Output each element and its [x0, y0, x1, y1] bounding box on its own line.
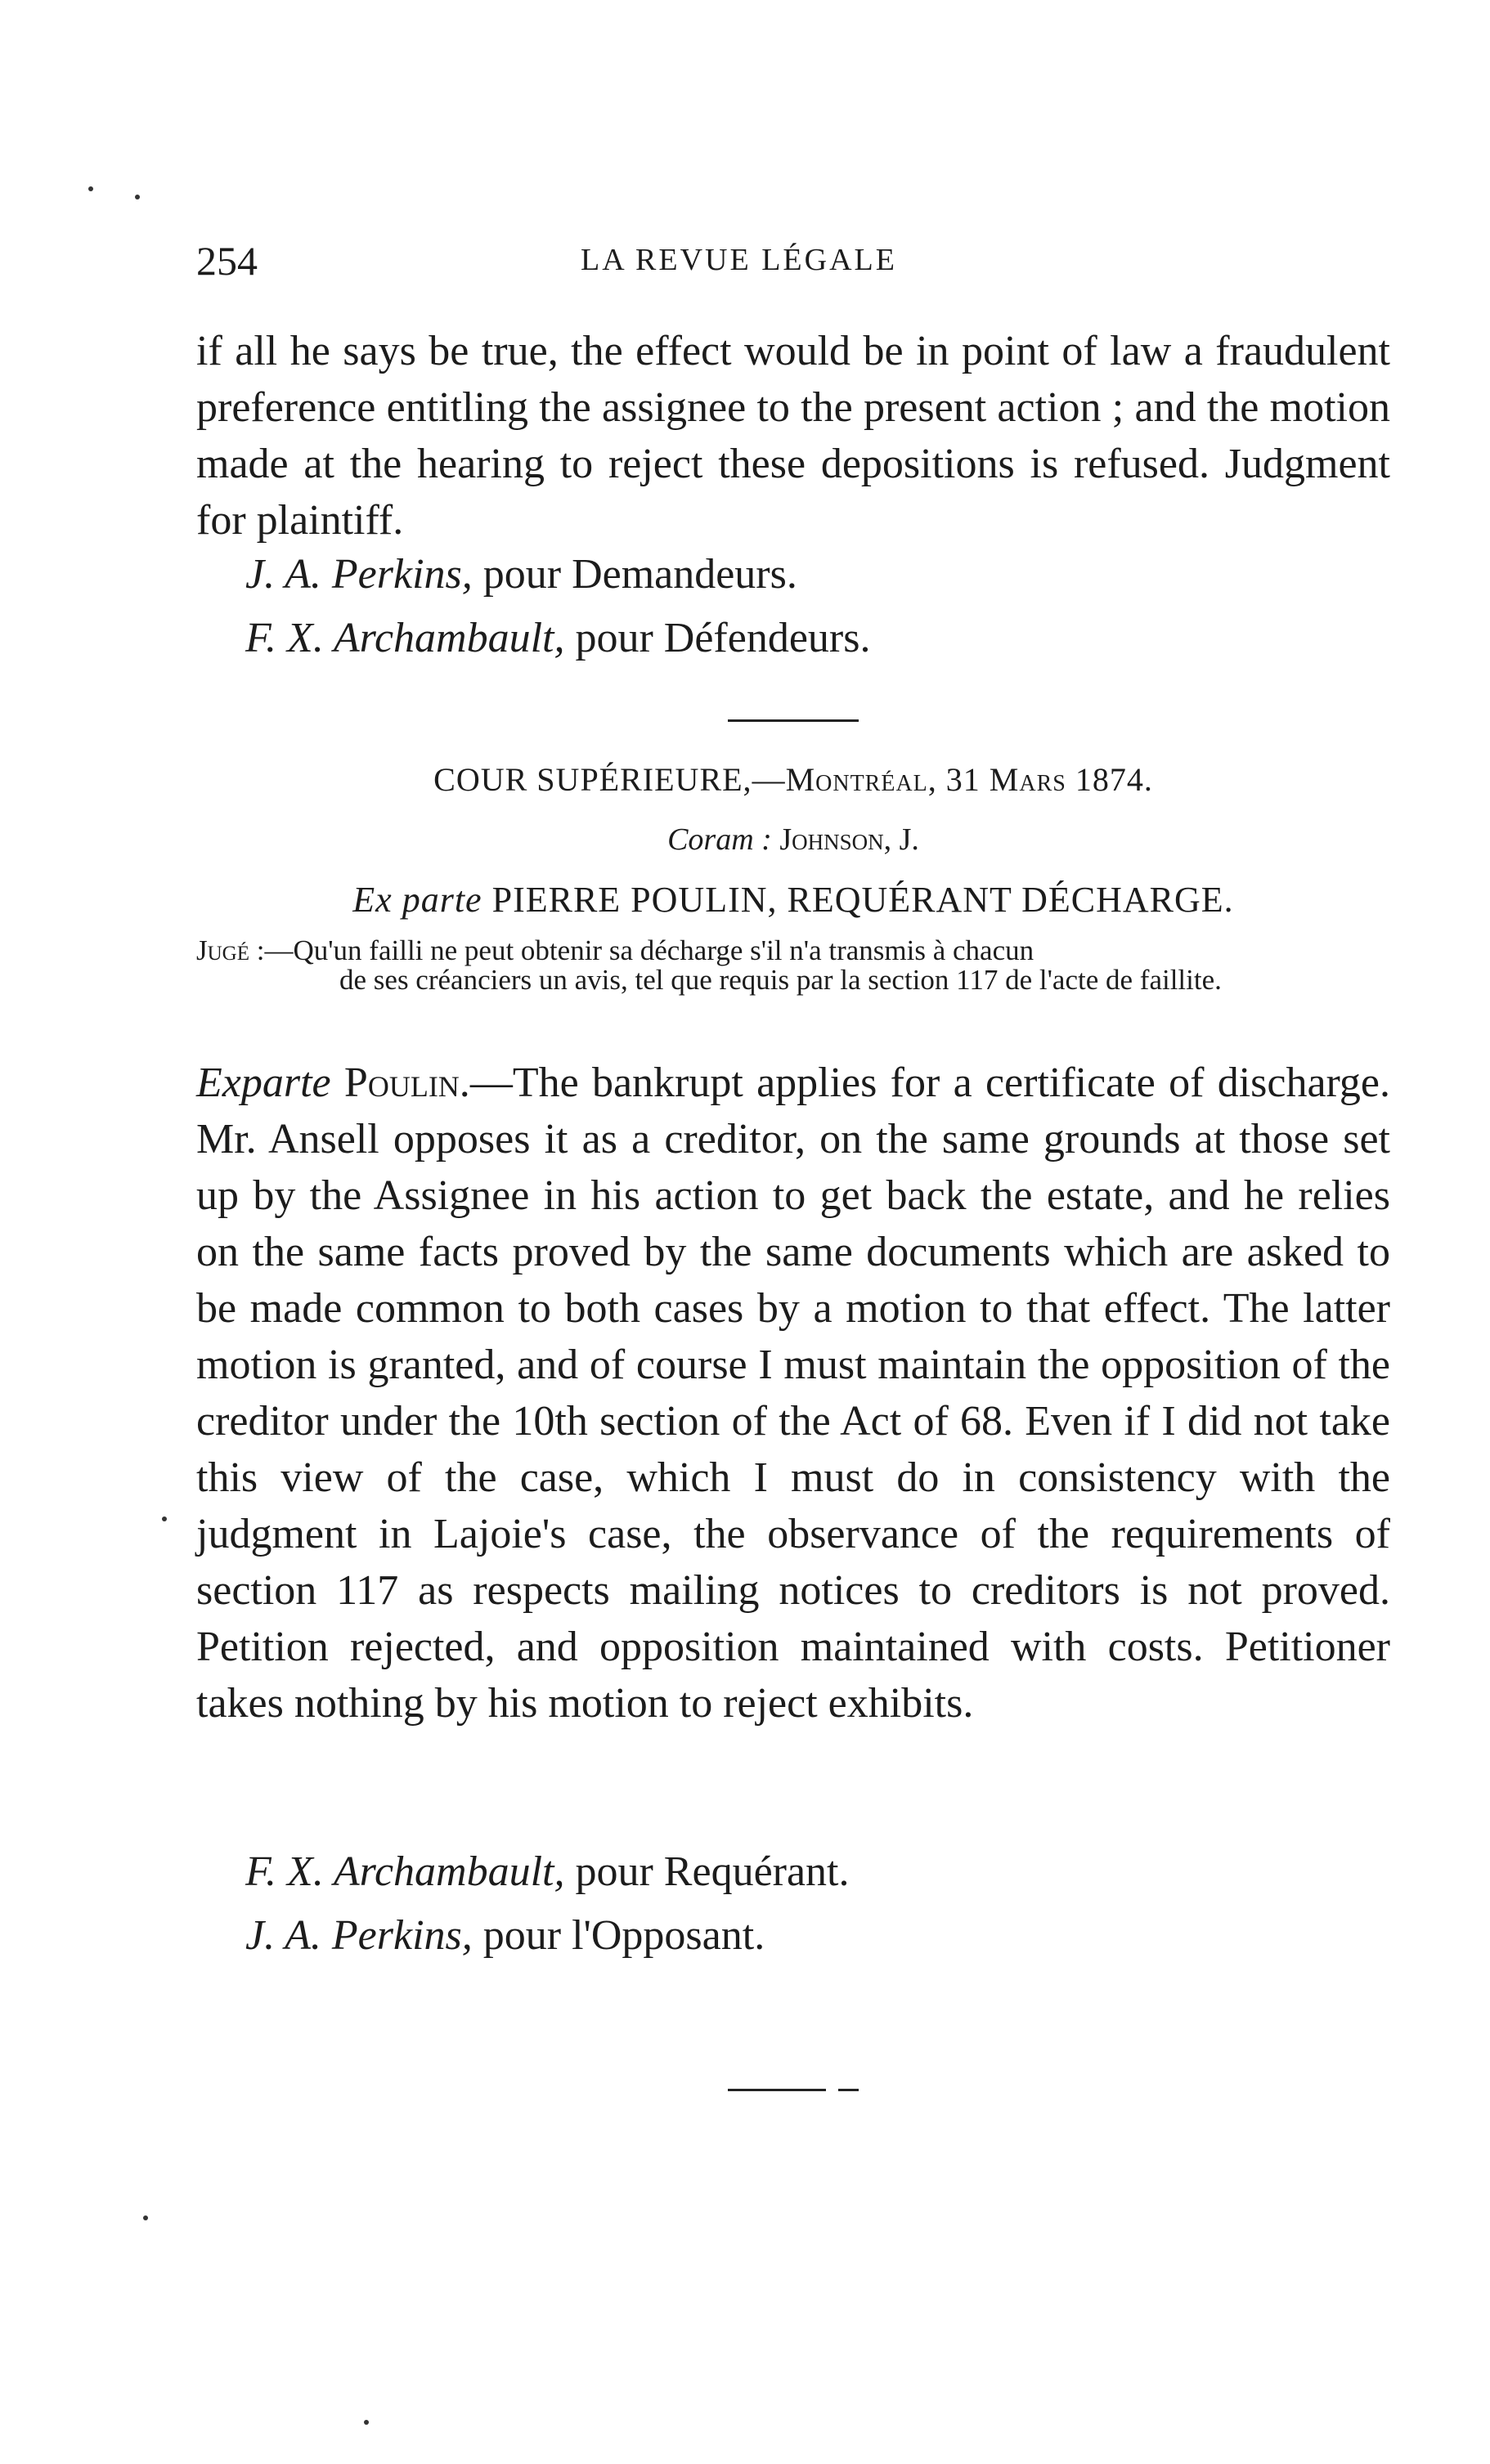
- counsel-name: F. X. Archambault,: [245, 615, 565, 661]
- page-header: [196, 237, 1390, 294]
- case1-text: if all he says be true, the effect would be in point of law a fraudulent preference entitling the assignee to the present action ; and the motion made at the hearing to reject these depositions is refused. Judgment for plaintiff.: [196, 328, 1390, 544]
- counsel-line: [245, 610, 870, 666]
- scan-speck: [364, 2420, 369, 2425]
- counsel-role: pour l'Opposant.: [472, 1912, 765, 1959]
- counsel-name: J. A. Perkins,: [245, 1912, 473, 1959]
- counsel-name: F. X. Archambault,: [245, 1848, 565, 1895]
- scan-speck: [88, 186, 93, 191]
- case2-body: [196, 1055, 1390, 1732]
- court-name: COUR SUPÉRIEURE,: [433, 761, 752, 798]
- case-name: PIERRE POULIN, REQUÉRANT DÉCHARGE.: [491, 880, 1234, 920]
- scan-speck: [162, 1516, 167, 1521]
- counsel-line: [245, 1907, 765, 1964]
- case1-paragraph: [196, 323, 1390, 549]
- case-title: [196, 879, 1390, 921]
- counsel-role: pour Demandeurs.: [472, 551, 797, 598]
- counsel-name: J. A. Perkins,: [245, 551, 473, 598]
- headnote-text-2: de ses créanciers un avis, tel que requis par la section 117 de l'acte de faillite.: [339, 964, 1222, 996]
- headnote-text-1: :—Qu'un failli ne peut obtenir sa décharge s'il n'a transmis à chacun: [249, 934, 1034, 966]
- counsel-line: [245, 1844, 850, 1900]
- headnote: [196, 936, 1390, 995]
- running-head: LA REVUE LÉGALE: [581, 243, 897, 277]
- court-heading: [196, 760, 1390, 799]
- body-lead-name: Poulin.: [343, 1060, 470, 1106]
- court-place-date: —Montréal, 31 Mars 1874.: [752, 761, 1153, 798]
- end-divider: [728, 2089, 826, 2091]
- exparte-label: Ex parte: [352, 880, 482, 920]
- counsel-line: [245, 546, 797, 603]
- end-divider-dash: [838, 2089, 859, 2091]
- scan-speck: [135, 195, 140, 199]
- body-lead-italic: Exparte: [196, 1060, 331, 1106]
- coram-line: [196, 822, 1390, 858]
- coram-judge: Johnson, J.: [779, 822, 919, 857]
- case2-text: —The bankrupt applies for a certificate of discharge. Mr. Ansell opposes it as a creditor, on the same grounds at those set up by the Assignee in his action to get back the estate, and he relies on the same facts proved by the same documents which are asked to be made common to both cases by a motion to that effect. The latter motion is granted, and of course I must maintain the opposition of the creditor under the 10th section of the Act of 68. Even if I did not take this view of the case, which I must do in consistency with the judgment in Lajoie's case, the observance of the requirements of section 117 as respects mailing notices to creditors is not proved. Petition rejected, and opposition maintained with costs. Petitioner takes nothing by his motion to reject exhibits.: [196, 1060, 1390, 1727]
- scan-speck: [143, 2215, 148, 2220]
- page-number: 254: [196, 238, 258, 284]
- section-divider: [728, 719, 859, 722]
- headnote-label: Jugé: [196, 934, 249, 966]
- counsel-role: pour Défendeurs.: [564, 615, 871, 661]
- coram-label: Coram :: [667, 822, 772, 857]
- counsel-role: pour Requérant.: [564, 1848, 850, 1895]
